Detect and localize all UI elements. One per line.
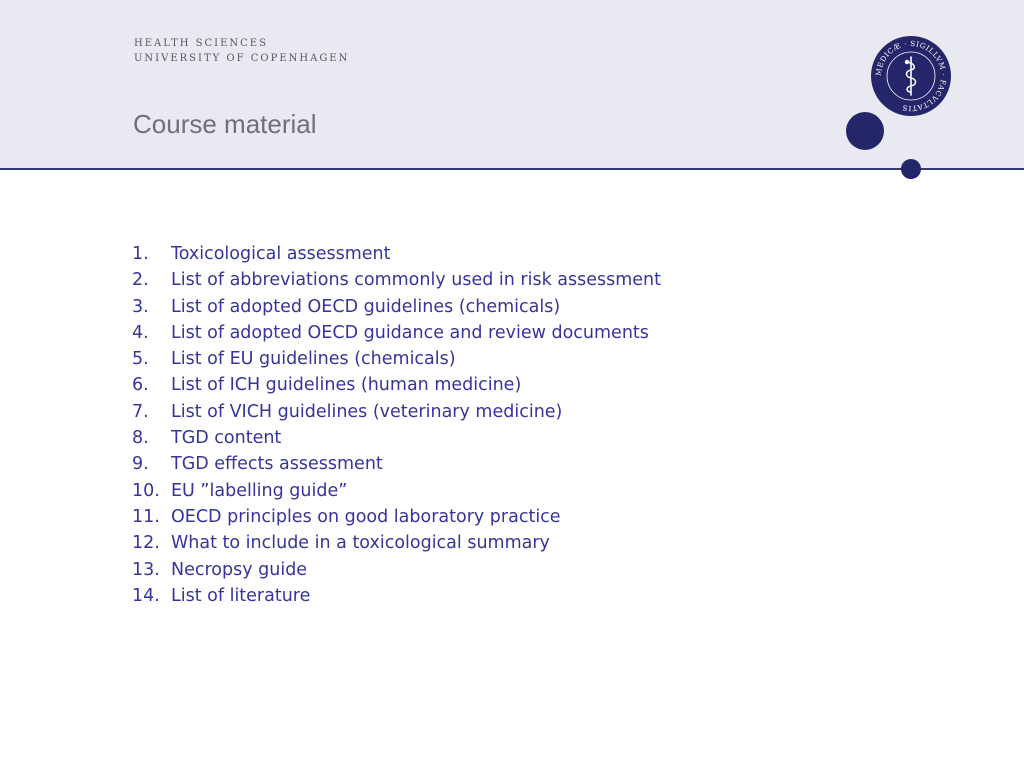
list-item-label: List of adopted OECD guidelines (chemicals): [171, 296, 561, 317]
list-item: [132, 583, 661, 609]
list-item-number: 10.: [132, 480, 160, 501]
list-item: [132, 346, 661, 372]
list-item-label: List of EU guidelines (chemicals): [171, 349, 456, 370]
university-seal-logo: [870, 35, 952, 117]
decorative-dot-large: [846, 112, 884, 150]
list-item-label: Toxicological assessment: [171, 244, 391, 264]
header-divider: [0, 168, 1024, 170]
list-item-number: 3.: [132, 296, 149, 317]
list-item-number: 6.: [132, 375, 149, 396]
list-item-number: 14.: [132, 585, 160, 606]
list-item-number: 4.: [132, 322, 149, 343]
list-item-label: List of literature: [171, 585, 311, 606]
list-item-label: EU ”labelling guide”: [171, 480, 348, 501]
institution-name: [134, 36, 349, 66]
list-item: [132, 320, 661, 346]
list-item-label: OECD principles on good laboratory practice: [171, 506, 561, 527]
list-item-label: What to include in a toxicological summary: [171, 533, 550, 554]
list-item: [132, 372, 661, 398]
list-item: [132, 267, 661, 293]
list-item-number: 1.: [132, 244, 149, 264]
list-item: [132, 451, 661, 477]
list-item-number: 5.: [132, 349, 149, 370]
list-item-number: 12.: [132, 533, 160, 554]
list-item-label: TGD effects assessment: [171, 454, 383, 475]
list-item-number: 13.: [132, 559, 160, 580]
decorative-dot-small: [901, 159, 921, 179]
list-item-number: 2.: [132, 270, 149, 291]
list-item: [132, 478, 661, 504]
list-item-label: List of adopted OECD guidance and review documents: [171, 322, 649, 343]
page-title: Course material: [133, 109, 317, 139]
list-item: [132, 504, 661, 530]
institution-faculty: HEALTH SCIENCES: [134, 38, 268, 49]
list-item-number: 7.: [132, 401, 149, 422]
course-material-list: [132, 241, 661, 609]
list-item-label: TGD content: [171, 428, 282, 449]
list-item-number: 8.: [132, 428, 149, 449]
seal-text: MEDICÆ · SIGILLVM · FACVLTATIS: [873, 38, 949, 114]
list-item-label: List of ICH guidelines (human medicine): [171, 375, 522, 396]
list-item: [132, 399, 661, 425]
list-item-label: List of VICH guidelines (veterinary medicine): [171, 401, 563, 422]
list-item: [132, 425, 661, 451]
list-item-number: 9.: [132, 454, 149, 475]
list-item: [132, 294, 661, 320]
list-item-label: List of abbreviations commonly used in risk assessment: [171, 270, 662, 291]
list-item-number: 11.: [132, 506, 160, 527]
institution-university: UNIVERSITY OF COPENHAGEN: [134, 53, 350, 64]
list-item: [132, 557, 661, 583]
list-item: [132, 530, 661, 556]
list-item-label: Necropsy guide: [171, 559, 308, 580]
list-item: [132, 241, 661, 267]
